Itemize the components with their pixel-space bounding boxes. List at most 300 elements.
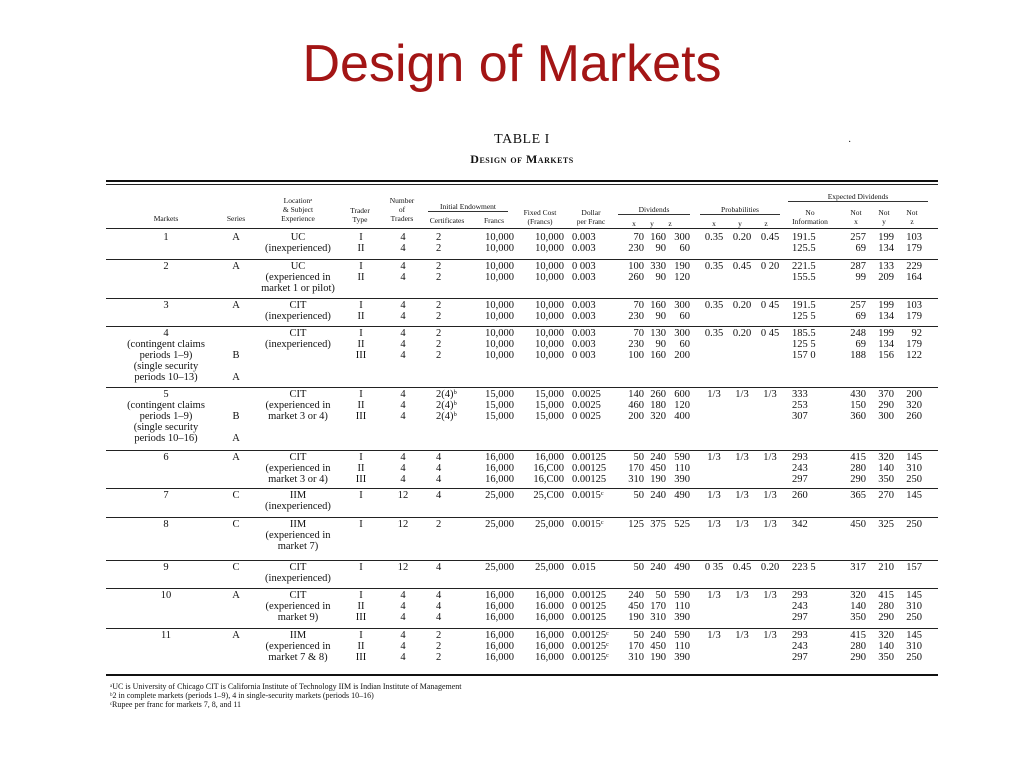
subject-experience: (inexperienced) (265, 243, 331, 254)
trader-count: 4 (400, 601, 406, 612)
endowment-francs: 15,000 (485, 400, 514, 411)
series-code: A (232, 590, 240, 601)
footnotes (110, 682, 462, 709)
probability-x: 0 35 (704, 562, 724, 573)
expected-not-x: 360 (850, 411, 866, 422)
expected-not-x: 140 (850, 601, 866, 612)
endowment-certificates: 2(4)ᵇ (436, 400, 457, 411)
expected-not-x: 320 (850, 590, 866, 601)
dividend-x: 310 (628, 474, 644, 485)
probability-x: 1/3 (707, 590, 721, 601)
market-number: 11 (160, 630, 172, 641)
probability-x: 1/3 (707, 490, 721, 501)
expected-group-rule (788, 201, 928, 202)
header-expected-dividends: Expected Dividends (827, 192, 889, 201)
expected-not-z: 310 (906, 641, 922, 652)
dollar-per-franc: 0 0025 (572, 411, 601, 422)
trader-count: 4 (400, 612, 406, 623)
dividend-state-z-header: z (668, 219, 672, 228)
header-not-y: Not y (878, 208, 890, 226)
endowment-francs: 15,000 (485, 411, 514, 422)
market-number: 9 (163, 562, 169, 573)
table-caption: Design of Markets (470, 152, 574, 166)
expected-not-x: 69 (855, 311, 866, 322)
expected-not-y: 325 (878, 519, 894, 530)
trader-count: 4 (400, 474, 406, 485)
endowment-francs: 16,000 (485, 612, 514, 623)
header-francs: Francs (484, 216, 504, 225)
dividend-x: 310 (628, 652, 644, 663)
probability-y: 1/3 (735, 519, 749, 530)
fixed-cost: 15,000 (535, 411, 564, 422)
probability-z: 1/3 (763, 519, 777, 530)
expected-not-y: 199 (878, 328, 894, 339)
dividend-z: 60 (679, 311, 690, 322)
probability-z: 0 45 (760, 300, 780, 311)
trader-count: 4 (400, 452, 406, 463)
expected-not-y: 290 (878, 612, 894, 623)
expected-no-information: 223 5 (792, 562, 816, 573)
probability-state-z-header: z (764, 219, 768, 228)
expected-no-information: 297 (792, 612, 808, 623)
endowment-certificates: 4 (436, 463, 442, 474)
expected-not-y: 290 (878, 400, 894, 411)
trader-count: 4 (400, 641, 406, 652)
trader-type: II (357, 272, 365, 283)
trader-type: I (359, 562, 363, 573)
location-site: IIM (289, 490, 307, 501)
expected-not-x: 350 (850, 612, 866, 623)
expected-not-x: 69 (855, 243, 866, 254)
expected-not-x: 248 (850, 328, 866, 339)
fixed-cost: 25,000 (535, 562, 564, 573)
dollar-per-franc: 0.00125ᶜ (572, 641, 609, 652)
trader-count: 4 (400, 411, 406, 422)
dividend-z: 590 (674, 590, 690, 601)
dollar-per-franc: 0.00125ᶜ (572, 630, 609, 641)
probability-x: 0.35 (704, 232, 724, 243)
dollar-per-franc: 0.0015ᶜ (572, 490, 604, 501)
header-probabilities: Probabilities (721, 205, 759, 214)
dividend-y: 160 (650, 300, 666, 311)
expected-not-z: 122 (906, 350, 922, 361)
market-note: (contingent claims (127, 339, 205, 350)
market-number: 8 (163, 519, 169, 530)
fixed-cost: 16,000 (535, 452, 564, 463)
expected-not-y: 199 (878, 300, 894, 311)
trader-type: III (355, 411, 367, 422)
endowment-certificates: 4 (436, 490, 442, 501)
expected-not-y: 210 (878, 562, 894, 573)
dollar-per-franc: 0.003 (572, 328, 596, 339)
expected-not-z: 145 (906, 452, 922, 463)
trader-count: 12 (397, 562, 409, 573)
dividend-x: 50 (633, 562, 644, 573)
dividend-z: 200 (674, 350, 690, 361)
probability-z: 0.45 (760, 232, 780, 243)
header-markets: Markets (153, 214, 179, 223)
dollar-per-franc: 0.003 (572, 311, 596, 322)
fixed-cost: 15,000 (535, 389, 564, 400)
expected-not-z: 200 (906, 389, 922, 400)
dividend-z: 300 (674, 232, 690, 243)
expected-not-x: 99 (855, 272, 866, 283)
row-separator (106, 517, 938, 518)
endowment-francs: 10,000 (485, 232, 514, 243)
fixed-cost: 16,000 (535, 590, 564, 601)
dollar-per-franc: 0.003 (572, 243, 596, 254)
probability-y: 0.20 (732, 328, 752, 339)
dividend-y: 240 (650, 452, 666, 463)
expected-not-z: 260 (906, 411, 922, 422)
expected-not-x: 188 (850, 350, 866, 361)
endowment-certificates: 2 (436, 519, 442, 530)
market-note: periods 10–16) (134, 433, 198, 444)
probability-z: 1/3 (763, 452, 777, 463)
dividend-y: 310 (650, 612, 666, 623)
dividend-y: 190 (650, 474, 666, 485)
dividend-y: 180 (650, 400, 666, 411)
probability-z: 1/3 (763, 630, 777, 641)
endowment-francs: 10,000 (485, 339, 514, 350)
dollar-per-franc: 0.00125 (572, 474, 607, 485)
dividend-y: 160 (650, 350, 666, 361)
expected-not-z: 92 (911, 328, 922, 339)
dividend-x: 460 (628, 400, 644, 411)
fixed-cost: 25,C00 (533, 490, 564, 501)
fixed-cost: 15,000 (535, 400, 564, 411)
expected-not-x: 280 (850, 463, 866, 474)
location-site: CIT (289, 389, 307, 400)
endowment-certificates: 2 (436, 300, 442, 311)
dividend-y: 50 (655, 590, 666, 601)
row-separator (106, 326, 938, 327)
market-note: (single security (133, 361, 199, 372)
location-site: CIT (289, 328, 307, 339)
trader-type: I (359, 328, 363, 339)
fixed-cost: 16,000 (535, 652, 564, 663)
trader-type: II (357, 339, 365, 350)
endowment-francs: 16,000 (485, 630, 514, 641)
trader-type: III (355, 474, 367, 485)
fixed-cost: 10,000 (535, 232, 564, 243)
header-number-of-traders: Number of Traders (389, 196, 415, 223)
footnote-c: ᶜRupee per franc for markets 7, 8, and 11 (110, 700, 242, 709)
dividend-y: 160 (650, 232, 666, 243)
market-number: 6 (163, 452, 169, 463)
expected-not-z: 310 (906, 463, 922, 474)
expected-not-x: 415 (850, 452, 866, 463)
dollar-per-franc: 0.003 (572, 232, 596, 243)
trader-type: I (359, 300, 363, 311)
trader-type: III (355, 652, 367, 663)
trader-type: II (357, 641, 365, 652)
expected-not-x: 450 (850, 519, 866, 530)
probability-y: 0.45 (732, 261, 752, 272)
series-code: C (232, 490, 240, 501)
dollar-per-franc: 0.00125 (572, 612, 607, 623)
expected-not-y: 350 (878, 474, 894, 485)
dollar-per-franc: 0.003 (572, 272, 596, 283)
subject-experience: (experienced in (265, 272, 331, 283)
dividend-y: 90 (655, 311, 666, 322)
dividend-x: 100 (628, 261, 644, 272)
dividend-z: 390 (674, 612, 690, 623)
probability-y: 1/3 (735, 452, 749, 463)
endowment-certificates: 4 (436, 452, 442, 463)
series-code: A (232, 630, 240, 641)
dividend-y: 375 (650, 519, 666, 530)
dividend-z: 600 (674, 389, 690, 400)
market-number: 3 (163, 300, 169, 311)
dividend-y: 130 (650, 328, 666, 339)
subject-experience: market 9) (277, 612, 319, 623)
trader-count: 4 (400, 652, 406, 663)
endowment-francs: 10,000 (485, 311, 514, 322)
subject-experience: market 7) (277, 541, 319, 552)
row-separator (106, 488, 938, 489)
fixed-cost: 16.000 (535, 601, 564, 612)
expected-not-y: 370 (878, 389, 894, 400)
expected-not-x: 257 (850, 300, 866, 311)
endowment-certificates: 2 (436, 232, 442, 243)
endowment-francs: 25,000 (485, 519, 514, 530)
expected-not-y: 140 (878, 463, 894, 474)
header-not-x: Not x (850, 208, 862, 226)
series-code: A (232, 232, 240, 243)
dividend-y: 170 (650, 601, 666, 612)
header-initial-endowment: Initial Endowment (439, 202, 497, 211)
expected-no-information: 185.5 (792, 328, 816, 339)
dividend-z: 390 (674, 474, 690, 485)
expected-not-y: 133 (878, 261, 894, 272)
market-number: 7 (163, 490, 169, 501)
dividend-state-x-header: x (632, 219, 636, 228)
expected-not-y: 134 (878, 243, 894, 254)
market-note: (contingent claims (127, 400, 205, 411)
probability-state-y-header: y (738, 219, 742, 228)
fixed-cost: 16,000 (535, 630, 564, 641)
dividend-z: 190 (674, 261, 690, 272)
expected-not-x: 365 (850, 490, 866, 501)
probability-x: 0.35 (704, 261, 724, 272)
dividend-x: 230 (628, 243, 644, 254)
trader-type: I (359, 389, 363, 400)
header-series: Series (226, 214, 246, 223)
endowment-certificates: 2 (436, 311, 442, 322)
dollar-per-franc: 0.003 (572, 300, 596, 311)
subject-experience: market 1 or pilot) (261, 283, 335, 294)
expected-no-information: 191.5 (792, 300, 816, 311)
dividend-x: 190 (628, 612, 644, 623)
endowment-francs: 16,000 (485, 463, 514, 474)
expected-not-y: 209 (878, 272, 894, 283)
expected-not-z: 250 (906, 474, 922, 485)
dividend-y: 90 (655, 339, 666, 350)
fixed-cost: 10,000 (535, 300, 564, 311)
expected-not-x: 69 (855, 339, 866, 350)
expected-not-x: 280 (850, 641, 866, 652)
expected-no-information: 297 (792, 474, 808, 485)
endowment-certificates: 4 (436, 562, 442, 573)
endowment-certificates: 2 (436, 261, 442, 272)
probability-z: 0 45 (760, 328, 780, 339)
expected-no-information: 125.5 (792, 243, 816, 254)
trader-count: 4 (400, 463, 406, 474)
dividend-z: 400 (674, 411, 690, 422)
dividend-x: 260 (628, 272, 644, 283)
expected-no-information: 155.5 (792, 272, 816, 283)
probability-y: 0.20 (732, 232, 752, 243)
probability-z: 1/3 (763, 389, 777, 400)
endowment-francs: 10,000 (485, 272, 514, 283)
dollar-per-franc: 0 00125 (572, 601, 607, 612)
series-code: C (232, 519, 240, 530)
dividend-x: 450 (628, 601, 644, 612)
subject-experience: (experienced in (265, 463, 331, 474)
dividend-x: 170 (628, 641, 644, 652)
dividend-z: 110 (674, 463, 690, 474)
trader-type: II (357, 463, 365, 474)
trader-count: 4 (400, 389, 406, 400)
endowment-certificates: 4 (436, 601, 442, 612)
dividend-z: 490 (674, 490, 690, 501)
expected-no-information: 243 (792, 463, 808, 474)
fixed-cost: 16,C00 (533, 463, 564, 474)
expected-no-information: 243 (792, 641, 808, 652)
expected-not-x: 290 (850, 474, 866, 485)
dividend-z: 590 (674, 452, 690, 463)
expected-not-z: 179 (906, 243, 922, 254)
series-code: A (232, 300, 240, 311)
expected-no-information: 191.5 (792, 232, 816, 243)
footnote-a: ᵃUC is University of Chicago CIT is California Institute of Technology IIM is Indian Institute of Management (110, 682, 462, 691)
trader-count: 4 (400, 300, 406, 311)
subject-experience: (experienced in (265, 530, 331, 541)
expected-no-information: 333 (792, 389, 808, 400)
expected-not-y: 415 (878, 590, 894, 601)
dividend-z: 490 (674, 562, 690, 573)
probability-x: 0.35 (704, 328, 724, 339)
fixed-cost: 16,000 (535, 641, 564, 652)
dividend-y: 330 (650, 261, 666, 272)
series-code: A (232, 261, 240, 272)
header-dollar-per-franc: Dollar per Franc (576, 208, 606, 226)
header-dividends: Dividends (638, 205, 670, 214)
fixed-cost: 16,000 (535, 612, 564, 623)
probability-x: 1/3 (707, 630, 721, 641)
expected-not-z: 310 (906, 601, 922, 612)
expected-not-x: 290 (850, 652, 866, 663)
endowment-francs: 16,000 (485, 601, 514, 612)
dollar-per-franc: 0.0015ᶜ (572, 519, 604, 530)
expected-not-y: 350 (878, 652, 894, 663)
dividend-x: 50 (633, 490, 644, 501)
fixed-cost: 25,000 (535, 519, 564, 530)
endowment-certificates: 2 (436, 652, 442, 663)
dividend-y: 240 (650, 490, 666, 501)
header-bottom-rule (106, 228, 938, 229)
dividend-y: 450 (650, 463, 666, 474)
market-number: 4 (163, 328, 169, 339)
subject-experience: market 7 & 8) (268, 652, 328, 663)
expected-not-y: 300 (878, 411, 894, 422)
endowment-certificates: 2 (436, 272, 442, 283)
subject-experience: (inexperienced) (265, 501, 331, 512)
expected-not-y: 270 (878, 490, 894, 501)
expected-not-z: 145 (906, 490, 922, 501)
expected-no-information: 293 (792, 452, 808, 463)
dividend-z: 110 (674, 601, 690, 612)
header-no-information: No Information (792, 208, 828, 226)
series-code: B (232, 411, 240, 422)
fixed-cost: 10,000 (535, 328, 564, 339)
probability-z: 1/3 (763, 590, 777, 601)
dollar-per-franc: 0.00125 (572, 463, 607, 474)
probability-y: 0.20 (732, 300, 752, 311)
probability-y: 1/3 (735, 490, 749, 501)
endowment-francs: 10,000 (485, 350, 514, 361)
expected-no-information: 342 (792, 519, 808, 530)
row-separator (106, 628, 938, 629)
trader-type: I (359, 490, 363, 501)
expected-not-x: 415 (850, 630, 866, 641)
dividend-x: 50 (633, 630, 644, 641)
expected-not-y: 156 (878, 350, 894, 361)
dividend-z: 525 (674, 519, 690, 530)
endowment-francs: 16,000 (485, 452, 514, 463)
location-site: CIT (289, 452, 307, 463)
endowment-francs: 25,000 (485, 490, 514, 501)
table-bottom-rule (106, 674, 938, 676)
dividend-x: 70 (633, 232, 644, 243)
dividend-y: 320 (650, 411, 666, 422)
trader-type: I (359, 519, 363, 530)
probability-y: 0.45 (732, 562, 752, 573)
dollar-per-franc: 0 003 (572, 350, 596, 361)
market-number: 10 (160, 590, 172, 601)
expected-not-y: 134 (878, 311, 894, 322)
subject-experience: (experienced in (265, 601, 331, 612)
endowment-certificates: 2 (436, 630, 442, 641)
trader-count: 4 (400, 630, 406, 641)
expected-no-information: 253 (792, 400, 808, 411)
endowment-certificates: 2(4)ᵇ (436, 389, 457, 400)
trader-type: II (357, 311, 365, 322)
trader-count: 4 (400, 590, 406, 601)
fixed-cost: 10,000 (535, 272, 564, 283)
dividend-x: 140 (628, 389, 644, 400)
fixed-cost: 10,000 (535, 243, 564, 254)
endowment-certificates: 2 (436, 339, 442, 350)
endowment-francs: 16,000 (485, 474, 514, 485)
location-site: IIM (289, 519, 307, 530)
market-number: 5 (163, 389, 169, 400)
endowment-francs: 16,000 (485, 641, 514, 652)
probability-y: 1/3 (735, 630, 749, 641)
row-separator (106, 450, 938, 451)
endowment-group-rule (428, 211, 508, 212)
market-note: periods 1–9) (139, 411, 193, 422)
fixed-cost: 10,000 (535, 350, 564, 361)
endowment-certificates: 4 (436, 612, 442, 623)
dividend-y: 240 (650, 630, 666, 641)
dividends-group-rule (618, 214, 690, 215)
expected-not-x: 287 (850, 261, 866, 272)
trader-count: 4 (400, 311, 406, 322)
expected-not-z: 145 (906, 590, 922, 601)
series-code: A (232, 372, 240, 383)
